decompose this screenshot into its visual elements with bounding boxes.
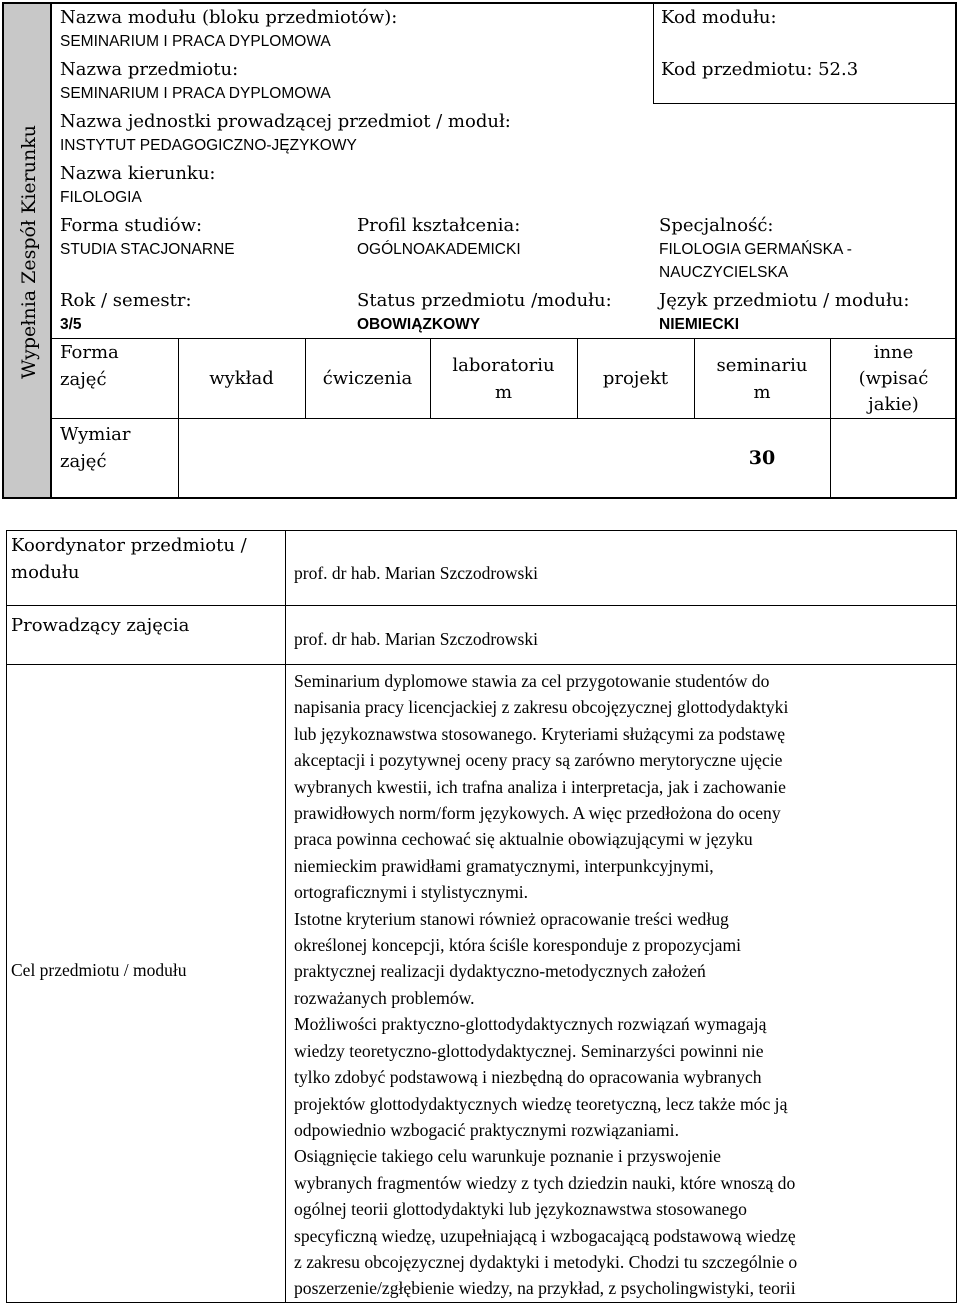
col-laboratory-2: m: [494, 382, 513, 403]
col-seminar-2: m: [753, 382, 771, 403]
goal-line: projektów glottodydaktycznych wiedzę teoretyczną, lecz także móc ją: [294, 1093, 788, 1114]
subject-value: SEMINARIUM I PRACA DYPLOMOWA: [60, 85, 331, 102]
divider: [653, 2, 654, 103]
module-code-label: Kod modułu:: [661, 7, 777, 28]
goal-line: poszerzenie/zgłębienie wiedzy, na przykład, z psycholingwistyki, teorii: [294, 1278, 796, 1299]
year-label: Rok / semestr:: [60, 290, 192, 311]
coordinator-value: prof. dr hab. Marian Szczodrowski: [294, 563, 538, 583]
sidebar: [2, 2, 52, 499]
goal-label: Cel przedmiotu / modułu: [11, 960, 187, 980]
year-value: 3/5: [60, 316, 82, 333]
goal-line: specyficzną wiedzę, uzupełniającą i wzbogacającą podstawową wiedzę: [294, 1225, 796, 1246]
divider: [285, 530, 286, 1303]
study-form-value: STUDIA STACJONARNE: [60, 241, 235, 258]
specialty-label: Specjalność:: [659, 215, 774, 236]
subject-label: Nazwa przedmiotu:: [60, 59, 239, 80]
specialty-value-line1: FILOLOGIA GERMAŃSKA -: [659, 241, 852, 258]
class-scope-label-1: Wymiar: [60, 424, 131, 445]
language-label: Język przedmiotu / modułu:: [659, 290, 910, 311]
col-seminar-1: seminariu: [716, 355, 808, 376]
class-form-label-1: Forma: [60, 342, 119, 363]
lecturer-value: prof. dr hab. Marian Szczodrowski: [294, 629, 538, 649]
goal-description: [294, 668, 954, 1302]
goal-line: z zakresu obcojęzycznej dydaktyki i metodyki. Chodzi tu szczególnie o: [294, 1251, 798, 1272]
col-other-3: jakie): [868, 394, 919, 415]
col-project: projekt: [602, 368, 669, 389]
goal-line: ogólnej teorii glottodydaktyki lub językoznawstwa stosowanego: [294, 1199, 747, 1220]
col-lecture: wykład: [209, 368, 274, 389]
goal-line: praca powinna cechować się aktualnie obowiązującymi w języku: [294, 829, 753, 850]
goal-line: tylko zdobyć podstawową i niezbędną do opracowania wybranych: [294, 1067, 762, 1088]
col-other-2: (wpisać: [858, 368, 929, 389]
divider: [52, 338, 957, 339]
goal-line: napisania pracy licencjackiej z zakresu obcojęzycznej glottodydaktyki: [294, 697, 789, 718]
unit-label: Nazwa jednostki prowadzącej przedmiot / moduł:: [60, 111, 511, 132]
seminar-hours: 30: [748, 447, 776, 469]
class-form-label-2: zajęć: [60, 369, 107, 390]
goal-line: rozważanych problemów.: [294, 987, 475, 1008]
field-label: Nazwa kierunku:: [60, 163, 216, 184]
goal-line: wybranych kwestii, ich trafna analiza i interpretacja, jak i zachowanie: [294, 776, 786, 797]
specialty-value-line2: NAUCZYCIELSKA: [659, 264, 789, 281]
col-exercises: ćwiczenia: [322, 368, 413, 389]
col-other-1: inne: [873, 342, 914, 363]
divider: [6, 664, 957, 665]
goal-line: Możliwości praktyczno-glottodydaktycznych rozwiązań wymagają: [294, 1014, 767, 1035]
status-value: OBOWIĄZKOWY: [357, 316, 481, 333]
subject-code-label: Kod przedmiotu: 52.3: [661, 59, 859, 80]
goal-line: ortograficznymi i stylistycznymi.: [294, 882, 529, 903]
goal-line: praktycznej realizacji dydaktyczno-metodycznych założeń: [294, 961, 706, 982]
coordinator-label-1: Koordynator przedmiotu /: [11, 535, 247, 556]
field-value: FILOLOGIA: [60, 189, 142, 206]
col-laboratory-1: laboratoriu: [452, 355, 555, 376]
class-scope-label-2: zajęć: [60, 451, 107, 472]
goal-line: prawidłowych norm/form językowych. A więc przedłożona do oceny: [294, 803, 781, 824]
goal-line: odpowiednio wzbogacić praktycznymi rozwiązaniami.: [294, 1119, 679, 1140]
profile-value: OGÓLNOAKADEMICKI: [357, 241, 521, 258]
divider: [52, 418, 957, 419]
goal-line: lub językoznawstwa stosowanego. Kryteriami służącymi za podstawę: [294, 723, 786, 744]
divider: [6, 605, 957, 606]
goal-line: Istotne kryterium stanowi również opracowanie treści według: [294, 908, 729, 929]
goal-line: niemieckim prawidłami gramatycznymi, interpunkcyjnymi,: [294, 855, 714, 876]
divider: [653, 103, 957, 104]
lecturer-label: Prowadzący zajęcia: [11, 615, 190, 636]
study-form-label: Forma studiów:: [60, 215, 203, 236]
sidebar-label: Wypełnia Zespół Kierunku: [18, 125, 40, 379]
language-value: NIEMIECKI: [659, 316, 740, 333]
module-value: SEMINARIUM I PRACA DYPLOMOWA: [60, 33, 331, 50]
profile-label: Profil kształcenia:: [357, 215, 521, 236]
goal-line: akceptacji i pozytywnej oceny pracy są zarówno merytoryczne ujęcie: [294, 750, 783, 771]
coordinator-label-2: modułu: [11, 562, 80, 583]
divider: [178, 338, 179, 499]
goal-line: wybranych fragmentów wiedzy z tych dziedzin nauki, które wnoszą do: [294, 1172, 796, 1193]
unit-value: INSTYTUT PEDAGOGICZNO-JĘZYKOWY: [60, 137, 357, 154]
goal-line: Osiągnięcie takiego celu warunkuje poznanie i przyswojenie: [294, 1146, 721, 1167]
goal-line: Seminarium dyplomowe stawia za cel przygotowanie studentów do: [294, 671, 770, 691]
goal-line: określonej koncepcji, która ściśle koresponduje z propozycjami: [294, 935, 742, 956]
module-label: Nazwa modułu (bloku przedmiotów):: [60, 7, 398, 28]
status-label: Status przedmiotu /modułu:: [357, 290, 612, 311]
goal-line: wiedzy teoretyczno-glottodydaktycznej. Seminarzyści powinni nie: [294, 1040, 764, 1061]
